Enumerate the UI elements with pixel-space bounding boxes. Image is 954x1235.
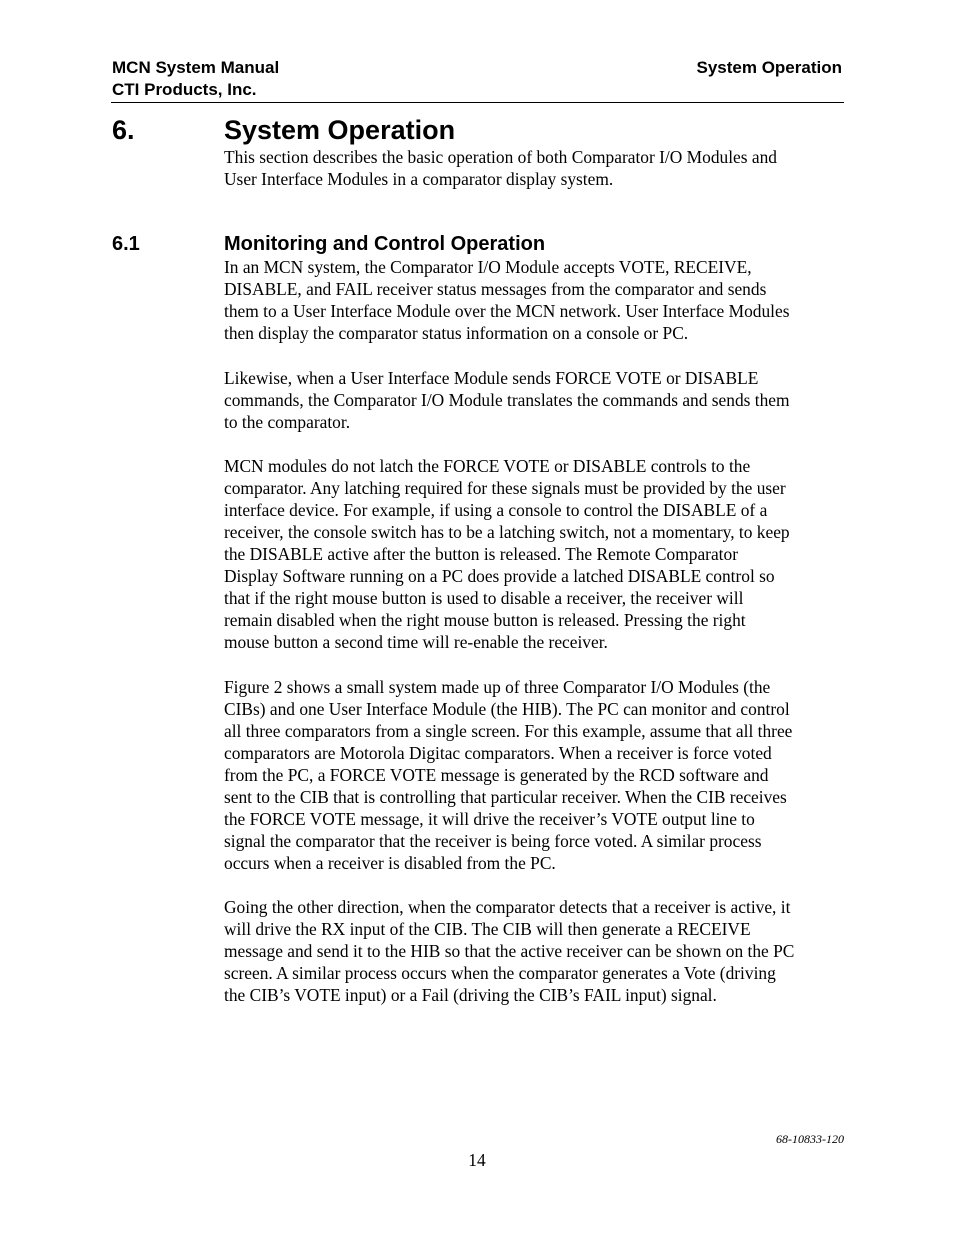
subsection-title: Monitoring and Control Operation xyxy=(224,233,546,255)
text-line: will drive the RX input of the CIB. The CIB will then generate a RECEIVE xyxy=(224,919,751,939)
header-divider xyxy=(111,102,844,103)
text-line: This section describes the basic operation of both Comparator I/O Modules and xyxy=(224,147,777,167)
running-header-right: System Operation xyxy=(696,58,842,77)
text-line: comparators are Motorola Digitac comparators. When a receiver is force voted xyxy=(224,743,772,763)
text-line: signal the comparator that the receiver is being force voted. A similar process xyxy=(224,831,762,851)
text-line: message and send it to the HIB so that the active receiver can be shown on the PC xyxy=(224,941,795,961)
text-line: that if the right mouse button is used to disable a receiver, the receiver will xyxy=(224,588,744,608)
text-line: Figure 2 shows a small system made up of three Comparator I/O Modules (the xyxy=(224,677,771,697)
text-line: all three comparators from a single screen. For this example, assume that all three xyxy=(224,721,793,741)
text-line: CIBs) and one User Interface Module (the HIB). The PC can monitor and control xyxy=(224,699,790,719)
section-number: 6. xyxy=(112,115,135,145)
subsection-number: 6.1 xyxy=(112,233,140,255)
company-name: CTI Products, Inc. xyxy=(112,80,257,99)
paragraph-1 xyxy=(224,256,846,344)
text-line: mouse button a second time will re-enable the receiver. xyxy=(224,632,608,652)
text-line: the CIB’s VOTE input) or a Fail (driving the CIB’s FAIL input) signal. xyxy=(224,985,717,1005)
text-line: remain disabled when the right mouse button is released. Pressing the right xyxy=(224,610,746,630)
text-line: interface device. For example, if using a console to control the DISABLE of a xyxy=(224,500,768,520)
text-line: the DISABLE active after the button is released. The Remote Comparator xyxy=(224,544,738,564)
page-number: 14 xyxy=(468,1150,486,1170)
paragraph-4 xyxy=(224,676,846,874)
paragraph-5 xyxy=(224,896,846,1006)
text-line: from the PC, a FORCE VOTE message is generated by the RCD software and xyxy=(224,765,769,785)
text-line: comparator. Any latching required for these signals must be provided by the user xyxy=(224,478,786,498)
document-number: 68-10833-120 xyxy=(776,1132,844,1146)
text-line: screen. A similar process occurs when the comparator generates a Vote (driving xyxy=(224,963,776,983)
paragraph-3 xyxy=(224,455,846,653)
text-line: In an MCN system, the Comparator I/O Module accepts VOTE, RECEIVE, xyxy=(224,257,752,277)
paragraph-2 xyxy=(224,367,846,433)
text-line: Display Software running on a PC does provide a latched DISABLE control so xyxy=(224,566,775,586)
text-line: them to a User Interface Module over the MCN network. User Interface Modules xyxy=(224,301,790,321)
text-line: then display the comparator status information on a console or PC. xyxy=(224,323,689,343)
text-line: User Interface Modules in a comparator display system. xyxy=(224,169,614,189)
text-line: Going the other direction, when the comparator detects that a receiver is active, it xyxy=(224,897,791,917)
manual-title: MCN System Manual xyxy=(112,58,280,77)
section-intro xyxy=(224,146,846,190)
text-line: commands, the Comparator I/O Module translates the commands and sends them xyxy=(224,390,790,410)
text-line: Likewise, when a User Interface Module sends FORCE VOTE or DISABLE xyxy=(224,368,759,388)
section-title: System Operation xyxy=(224,115,456,145)
text-line: to the comparator. xyxy=(224,412,351,432)
text-line: occurs when a receiver is disabled from the PC. xyxy=(224,853,556,873)
text-line: receiver, the console switch has to be a latching switch, not a momentary, to keep xyxy=(224,522,790,542)
text-line: DISABLE, and FAIL receiver status messages from the comparator and sends xyxy=(224,279,767,299)
text-line: sent to the CIB that is controlling that particular receiver. When the CIB receives xyxy=(224,787,787,807)
text-line: MCN modules do not latch the FORCE VOTE or DISABLE controls to the xyxy=(224,456,751,476)
text-line: the FORCE VOTE message, it will drive the receiver’s VOTE output line to xyxy=(224,809,755,829)
running-header-left xyxy=(112,57,279,101)
